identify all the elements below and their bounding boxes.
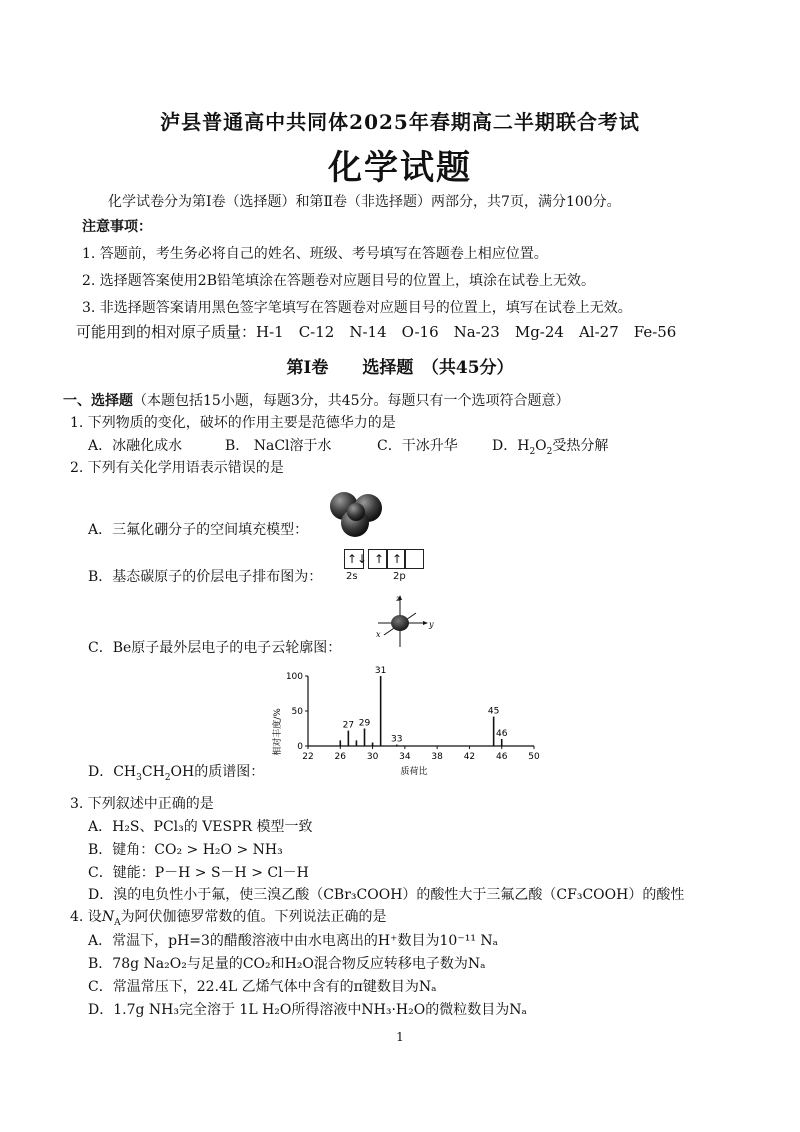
q2-stem: 2. 下列有关化学用语表示错误的是 (70, 460, 284, 476)
electron-cloud-diagram (370, 593, 436, 651)
q1-stem: 1. 下列物质的变化，破坏的作用主要是范德华力的是 (70, 415, 396, 431)
q4-option-b: B．78g Na₂O₂与足量的CO₂和H₂O混合物反应转移电子数为Nₐ (88, 956, 486, 972)
page-number: 1 (396, 1030, 404, 1044)
intro-text: 化学试卷分为第Ⅰ卷（选择题）和第Ⅱ卷（非选择题）两部分，共7页，满分100分。 (108, 194, 621, 210)
notice-3: 3. 非选择题答案请用黑色签字笔填写在答题卷对应题目号的位置上，填写在试卷上无效。 (82, 300, 632, 316)
x-tick-label: 50 (528, 752, 540, 762)
axis-y-label: y (429, 620, 434, 629)
notice-2: 2. 选择题答案使用2B铅笔填涂在答题卷对应题目号的位置上，填涂在试卷上无效。 (82, 273, 596, 289)
x-tick-label: 22 (302, 752, 314, 762)
axis-x-label: x (376, 630, 381, 639)
notice-1: 1. 答题前，考生务必将自己的姓名、班级、考号填写在答题卷上相应位置。 (82, 246, 548, 262)
peak-label: 33 (391, 734, 403, 745)
q2-option-b: B．基态碳原子的价层电子排布图为： (88, 569, 323, 585)
q2-option-c: C．Be原子最外层电子的电子云轮廓图： (88, 640, 342, 656)
x-tick-label: 42 (463, 752, 476, 762)
x-tick-label: 46 (495, 752, 508, 762)
peak-label: 29 (358, 718, 371, 729)
orbital-2p-label: 2p (393, 571, 406, 582)
exam-title: 泸县普通高中共同体2025年春期高二半期联合考试 (160, 110, 640, 134)
q3-option-c: C．键能：P－H > S－H > Cl－H (88, 865, 309, 881)
q3-option-b: B．键角：CO₂ > H₂O > NH₃ (88, 842, 283, 858)
q1-option-b: B. NaCl溶于水 (225, 438, 332, 454)
peak-label: 31 (374, 666, 387, 676)
peak-label: 45 (487, 706, 500, 717)
q4-option-d: D．1.7g NH₃完全溶于 1L H₂O所得溶液中NH₃·H₂O的微粒数目为Nₐ (88, 1002, 527, 1018)
x-tick-label: 26 (334, 752, 347, 762)
section-title: 第Ⅰ卷 选择题 （共45分） (286, 358, 514, 378)
q4-option-c: C．常温常压下，22.4L 乙烯气体中含有的π键数目为Nₐ (88, 979, 437, 995)
orbital-2p-box-2: ↑ (386, 549, 406, 569)
q4-stem: 4. 设$N_A$为阿伏伽德罗常数的值。下列说法正确的是 (70, 909, 387, 928)
q3-stem: 3. 下列叙述中正确的是 (70, 796, 214, 812)
peak-label: 46 (495, 729, 508, 739)
orbital-2p-box-1: ↑ (368, 549, 388, 569)
mass-spectrum-chart (266, 662, 546, 780)
q4-option-a: A．常温下，pH=3的醋酸溶液中由水电离出的H⁺数目为10⁻¹¹ Nₐ (88, 933, 499, 949)
bf3-space-filling-model (326, 490, 386, 540)
y-tick-label: 100 (285, 672, 303, 682)
orbital-2s-label: 2s (346, 571, 358, 582)
x-tick-label: 38 (431, 752, 443, 762)
y-tick-label: 50 (291, 707, 303, 717)
atomic-masses: 可能用到的相对原子质量：H-1 C-12 N-14 O-16 Na-23 Mg-24 Al-27 Fe-56 (76, 323, 677, 341)
q1-option-d: D．$H_2O_2$受热分解 (492, 438, 609, 457)
q2-option-d: D．$CH_3CH_2OH$的质谱图： (88, 764, 265, 783)
y-tick-label: 0 (297, 742, 303, 752)
section-heading (63, 392, 570, 410)
orbital-diagram (344, 549, 434, 569)
notice-label: 注意事项： (82, 219, 152, 235)
orbital-2s-box: ↑↓ (344, 549, 364, 569)
axis-z-label: z (396, 594, 401, 603)
chart-xlabel: 质荷比 (400, 767, 428, 777)
peak-label: 27 (342, 720, 355, 731)
q3-option-a: A．H₂S、PCl₃的 VESPR 模型一致 (88, 819, 313, 835)
chart-ylabel: 相对丰度/% (273, 708, 283, 756)
q1-option-a: A．冰融化成水 (88, 438, 183, 454)
q3-option-d: D．溴的电负性小于氟，使三溴乙酸（CBr₃COOH）的酸性大于三氟乙酸（CF₃COOH）的酸性 (88, 887, 685, 903)
orbital-2p-box-3 (404, 549, 424, 569)
x-tick-label: 30 (366, 752, 379, 762)
q2-option-a: A．三氟化硼分子的空间填充模型： (88, 522, 309, 538)
q1-option-c: C．干冰升华 (377, 438, 458, 454)
x-tick-label: 34 (399, 752, 411, 762)
subject-title: 化学试题 (328, 148, 472, 188)
section-heading-rest: （本题包括15小题，每题3分，共45分。每题只有一个选项符合题意） (133, 393, 570, 409)
section-heading-bold: 一、选择题 (63, 393, 133, 409)
